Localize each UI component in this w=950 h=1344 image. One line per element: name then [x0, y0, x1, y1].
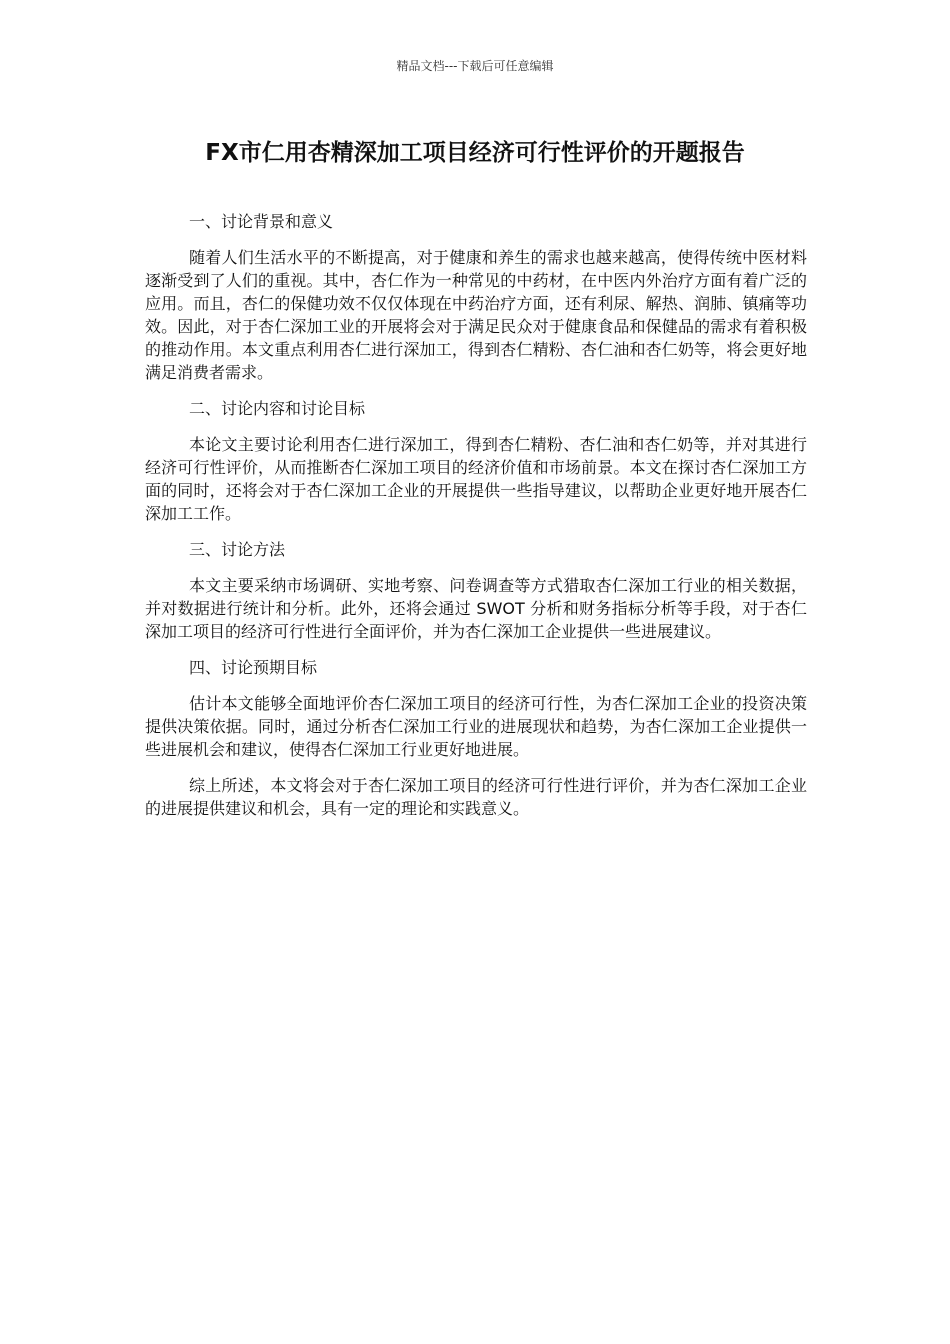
paragraph-conclusion: 综上所述，本文将会对于杏仁深加工项目的经济可行性进行评价，并为杏仁深加工企业的进展提供建议和机会，具有一定的理论和实践意义。	[145, 776, 807, 818]
header-note: 精品文档---下载后可任意编辑	[396, 59, 554, 73]
section-heading-goals: 四、讨论预期目标	[189, 658, 318, 677]
document-body	[145, 210, 807, 833]
document-title: FX市仁用杏精深加工项目经济可行性评价的开题报告	[205, 140, 745, 166]
paragraph-content: 本论文主要讨论利用杏仁进行深加工，得到杏仁精粉、杏仁油和杏仁奶等，并对其进行经济可行性评价，从而推断杏仁深加工项目的经济价值和市场前景。本文在探讨杏仁深加工方面的同时，还将会对于杏仁深加工企业的开展提供一些指导建议，以帮助企业更好地开展杏仁深加工工作。	[145, 435, 807, 523]
section-heading-background: 一、讨论背景和意义	[189, 212, 334, 231]
paragraph-goals: 估计本文能够全面地评价杏仁深加工项目的经济可行性，为杏仁深加工企业的投资决策提供决策依据。同时，通过分析杏仁深加工行业的进展现状和趋势，为杏仁深加工企业提供一些进展机会和建议，使得杏仁深加工行业更好地进展。	[145, 694, 807, 759]
paragraph-method: 本文主要采纳市场调研、实地考察、问卷调查等方式猎取杏仁深加工行业的相关数据，并对数据进行统计和分析。此外，还将会通过 SWOT 分析和财务指标分析等手段，对于杏仁深加工项目的经济可行性进行全面评价，并为杏仁深加工企业提供一些进展建议。	[145, 576, 807, 641]
section-heading-method: 三、讨论方法	[189, 540, 286, 559]
paragraph-background: 随着人们生活水平的不断提高，对于健康和养生的需求也越来越高，使得传统中医材料逐渐受到了人们的重视。其中，杏仁作为一种常见的中药材，在中医内外治疗方面有着广泛的应用。而且，杏仁的保健功效不仅仅体现在中药治疗方面，还有利尿、解热、润肺、镇痛等功效。因此，对于杏仁深加工业的开展将会对于满足民众对于健康食品和保健品的需求有着积极的推动作用。本文重点利用杏仁进行深加工，得到杏仁精粉、杏仁油和杏仁奶等，将会更好地满足消费者需求。	[145, 248, 807, 382]
section-heading-content: 二、讨论内容和讨论目标	[189, 399, 366, 418]
